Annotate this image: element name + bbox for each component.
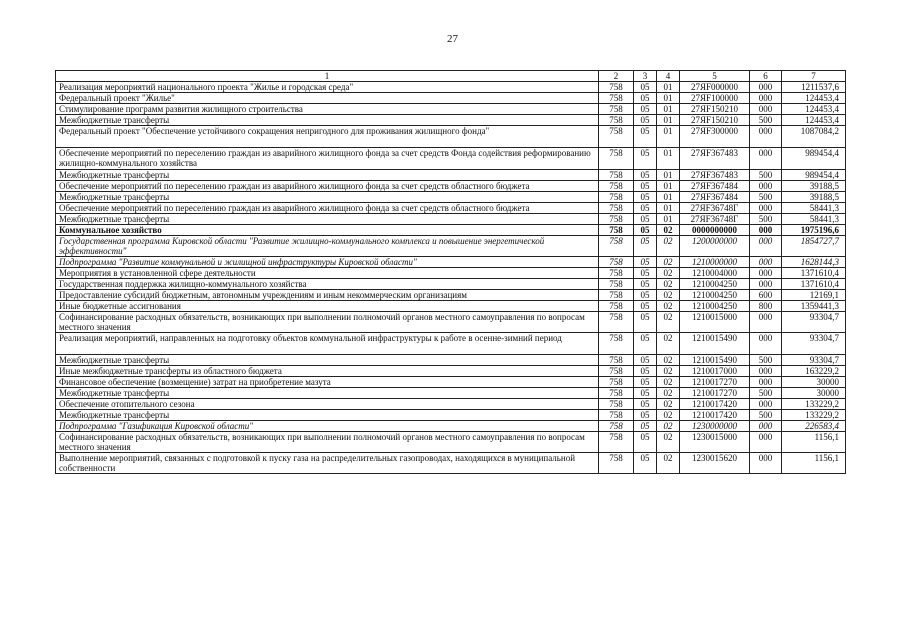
row-kind-cell: 000 [750, 432, 782, 453]
row-amount-cell: 93304,7 [782, 333, 846, 355]
table-row [56, 192, 846, 203]
row-code-cell: 758 [599, 421, 634, 432]
row-section-cell: 05 [634, 93, 657, 104]
row-kind-cell: 000 [750, 93, 782, 104]
row-code-cell: 758 [599, 82, 634, 93]
row-code-cell: 758 [599, 355, 634, 366]
row-subsection-cell: 02 [657, 312, 680, 333]
row-subsection-cell: 01 [657, 115, 680, 126]
row-code-cell: 758 [599, 170, 634, 181]
row-subsection-cell: 01 [657, 126, 680, 148]
row-kind-cell: 000 [750, 104, 782, 115]
row-name-cell: Государственная поддержка жилищно-коммунального хозяйства [56, 279, 599, 290]
row-target-cell: 27ЯF367484 [680, 192, 750, 203]
row-kind-cell: 500 [750, 388, 782, 399]
table-row [56, 399, 846, 410]
row-name-cell: Предоставление субсидий бюджетным, автономным учреждениям и иным некоммерческим организациям [56, 290, 599, 301]
row-amount-cell: 1156,1 [782, 432, 846, 453]
row-subsection-cell: 01 [657, 82, 680, 93]
row-code-cell: 758 [599, 236, 634, 257]
row-subsection-cell: 02 [657, 301, 680, 312]
row-name-cell: Софинансирование расходных обязательств, возникающих при выполнении полномочий органов местного самоуправления по вопросам местного значения [56, 312, 599, 333]
row-amount-cell: 1156,1 [782, 453, 846, 474]
table-row [56, 203, 846, 214]
row-kind-cell: 000 [750, 333, 782, 355]
header-cell: 7 [782, 71, 846, 82]
row-amount-cell: 1371610,4 [782, 279, 846, 290]
row-target-cell: 1230015000 [680, 432, 750, 453]
row-subsection-cell: 01 [657, 148, 680, 170]
row-section-cell: 05 [634, 432, 657, 453]
row-target-cell: 27ЯF150210 [680, 115, 750, 126]
row-code-cell: 758 [599, 257, 634, 268]
row-kind-cell: 000 [750, 279, 782, 290]
row-name-cell: Стимулирование программ развития жилищного строительства [56, 104, 599, 115]
row-subsection-cell: 02 [657, 333, 680, 355]
table-row [56, 126, 846, 148]
table-row [56, 279, 846, 290]
header-row [56, 71, 846, 82]
row-kind-cell: 500 [750, 170, 782, 181]
row-target-cell: 27ЯF100000 [680, 93, 750, 104]
row-amount-cell: 163229,2 [782, 366, 846, 377]
row-amount-cell: 1211537,6 [782, 82, 846, 93]
row-code-cell: 758 [599, 181, 634, 192]
row-amount-cell: 133229,2 [782, 410, 846, 421]
row-code-cell: 758 [599, 301, 634, 312]
row-subsection-cell: 01 [657, 93, 680, 104]
row-name-cell: Обеспечение мероприятий по переселению граждан из аварийного жилищного фонда за счет средств Фонда содействия реформированию жилищно-коммунального хозяйства [56, 148, 599, 170]
row-amount-cell: 124453,4 [782, 93, 846, 104]
row-kind-cell: 000 [750, 257, 782, 268]
row-subsection-cell: 02 [657, 355, 680, 366]
row-section-cell: 05 [634, 333, 657, 355]
table-row [56, 115, 846, 126]
table-row [56, 432, 846, 453]
row-name-cell: Межбюджетные трансферты [56, 170, 599, 181]
row-section-cell: 05 [634, 312, 657, 333]
row-amount-cell: 93304,7 [782, 355, 846, 366]
table-row [56, 453, 846, 474]
row-subsection-cell: 02 [657, 279, 680, 290]
row-amount-cell: 30000 [782, 377, 846, 388]
row-subsection-cell: 02 [657, 453, 680, 474]
row-subsection-cell: 02 [657, 257, 680, 268]
row-section-cell: 05 [634, 203, 657, 214]
row-section-cell: 05 [634, 82, 657, 93]
table-row [56, 333, 846, 355]
row-section-cell: 05 [634, 301, 657, 312]
row-code-cell: 758 [599, 104, 634, 115]
row-subsection-cell: 02 [657, 432, 680, 453]
row-target-cell: 1210004250 [680, 301, 750, 312]
header-cell: 5 [680, 71, 750, 82]
table-row [56, 181, 846, 192]
row-name-cell: Подпрограмма "Газификация Кировской области" [56, 421, 599, 432]
table-row [56, 170, 846, 181]
row-target-cell: 1230000000 [680, 421, 750, 432]
budget-table [55, 70, 846, 474]
row-kind-cell: 500 [750, 214, 782, 225]
row-subsection-cell: 02 [657, 225, 680, 236]
row-target-cell: 0000000000 [680, 225, 750, 236]
row-code-cell: 758 [599, 366, 634, 377]
row-amount-cell: 58441,3 [782, 214, 846, 225]
row-subsection-cell: 02 [657, 410, 680, 421]
row-kind-cell: 500 [750, 410, 782, 421]
row-code-cell: 758 [599, 432, 634, 453]
row-kind-cell: 000 [750, 366, 782, 377]
row-kind-cell: 000 [750, 312, 782, 333]
row-target-cell: 1210004250 [680, 279, 750, 290]
row-subsection-cell: 01 [657, 192, 680, 203]
row-subsection-cell: 01 [657, 203, 680, 214]
row-name-cell: Реализация мероприятий национального проекта "Жилье и городская среда" [56, 82, 599, 93]
row-subsection-cell: 02 [657, 366, 680, 377]
row-target-cell: 27ЯF367484 [680, 181, 750, 192]
row-name-cell: Мероприятия в установленной сфере деятельности [56, 268, 599, 279]
row-subsection-cell: 01 [657, 214, 680, 225]
row-name-cell: Обеспечение мероприятий по переселению граждан из аварийного жилищного фонда за счет средств областного бюджета [56, 203, 599, 214]
table-row [56, 268, 846, 279]
table-row [56, 82, 846, 93]
row-target-cell: 1200000000 [680, 236, 750, 257]
table-row [56, 290, 846, 301]
row-subsection-cell: 01 [657, 181, 680, 192]
row-code-cell: 758 [599, 126, 634, 148]
row-name-cell: Федеральный проект "Обеспечение устойчивого сокращения непригодного для проживания жилищного фонда" [56, 126, 599, 148]
table-row [56, 301, 846, 312]
row-section-cell: 05 [634, 126, 657, 148]
row-section-cell: 05 [634, 192, 657, 203]
row-code-cell: 758 [599, 312, 634, 333]
row-target-cell: 1210015000 [680, 312, 750, 333]
row-target-cell: 27ЯF367483 [680, 170, 750, 181]
row-target-cell: 1210017270 [680, 377, 750, 388]
row-section-cell: 05 [634, 421, 657, 432]
row-subsection-cell: 02 [657, 377, 680, 388]
table-row [56, 148, 846, 170]
row-amount-cell: 30000 [782, 388, 846, 399]
row-amount-cell: 1975196,6 [782, 225, 846, 236]
row-kind-cell: 000 [750, 203, 782, 214]
row-section-cell: 05 [634, 410, 657, 421]
row-code-cell: 758 [599, 399, 634, 410]
row-amount-cell: 1854727,7 [782, 236, 846, 257]
row-subsection-cell: 02 [657, 236, 680, 257]
row-subsection-cell: 02 [657, 268, 680, 279]
row-section-cell: 05 [634, 453, 657, 474]
table-row [56, 388, 846, 399]
row-subsection-cell: 02 [657, 388, 680, 399]
row-kind-cell: 000 [750, 399, 782, 410]
row-kind-cell: 000 [750, 421, 782, 432]
row-kind-cell: 500 [750, 355, 782, 366]
row-amount-cell: 226583,4 [782, 421, 846, 432]
row-code-cell: 758 [599, 268, 634, 279]
row-name-cell: Межбюджетные трансферты [56, 388, 599, 399]
row-target-cell: 1210000000 [680, 257, 750, 268]
row-code-cell: 758 [599, 203, 634, 214]
row-section-cell: 05 [634, 148, 657, 170]
row-name-cell: Финансовое обеспечение (возмещение) затрат на приобретение мазута [56, 377, 599, 388]
table-row [56, 93, 846, 104]
row-kind-cell: 000 [750, 126, 782, 148]
row-amount-cell: 93304,7 [782, 312, 846, 333]
row-kind-cell: 500 [750, 192, 782, 203]
row-amount-cell: 989454,4 [782, 170, 846, 181]
row-amount-cell: 1087084,2 [782, 126, 846, 148]
table-row [56, 214, 846, 225]
row-section-cell: 05 [634, 104, 657, 115]
row-name-cell: Реализация мероприятий, направленных на подготовку объектов коммунальной инфраструктуры к работе в осенне-зимний период [56, 333, 599, 355]
row-code-cell: 758 [599, 93, 634, 104]
table-row [56, 236, 846, 257]
row-code-cell: 758 [599, 290, 634, 301]
row-subsection-cell: 02 [657, 290, 680, 301]
row-kind-cell: 600 [750, 290, 782, 301]
row-code-cell: 758 [599, 225, 634, 236]
row-code-cell: 758 [599, 115, 634, 126]
row-code-cell: 758 [599, 377, 634, 388]
row-section-cell: 05 [634, 214, 657, 225]
row-section-cell: 05 [634, 236, 657, 257]
row-name-cell: Межбюджетные трансферты [56, 115, 599, 126]
table-row [56, 410, 846, 421]
row-section-cell: 05 [634, 377, 657, 388]
row-section-cell: 05 [634, 257, 657, 268]
row-section-cell: 05 [634, 279, 657, 290]
row-code-cell: 758 [599, 388, 634, 399]
row-name-cell: Софинансирование расходных обязательств, возникающих при выполнении полномочий органов местного самоуправления по вопросам местного значения [56, 432, 599, 453]
row-name-cell: Иные межбюджетные трансферты из областного бюджета [56, 366, 599, 377]
row-section-cell: 05 [634, 355, 657, 366]
row-subsection-cell: 02 [657, 421, 680, 432]
row-amount-cell: 58441,3 [782, 203, 846, 214]
row-code-cell: 758 [599, 192, 634, 203]
row-kind-cell: 000 [750, 377, 782, 388]
header-cell: 6 [750, 71, 782, 82]
row-code-cell: 758 [599, 148, 634, 170]
table-row [56, 355, 846, 366]
table-row [56, 421, 846, 432]
row-name-cell: Обеспечение мероприятий по переселению граждан из аварийного жилищного фонда за счет средств областного бюджета [56, 181, 599, 192]
row-section-cell: 05 [634, 399, 657, 410]
row-code-cell: 758 [599, 453, 634, 474]
row-name-cell: Обеспечение отопительного сезона [56, 399, 599, 410]
page-number: 27 [447, 33, 458, 45]
row-kind-cell: 000 [750, 82, 782, 93]
row-kind-cell: 500 [750, 115, 782, 126]
row-name-cell: Межбюджетные трансферты [56, 192, 599, 203]
row-target-cell: 1210017000 [680, 366, 750, 377]
table-row [56, 312, 846, 333]
row-amount-cell: 39188,5 [782, 192, 846, 203]
row-section-cell: 05 [634, 290, 657, 301]
row-name-cell: Федеральный проект "Жилье" [56, 93, 599, 104]
row-name-cell: Межбюджетные трансферты [56, 355, 599, 366]
row-target-cell: 1210015490 [680, 355, 750, 366]
row-target-cell: 27ЯF150210 [680, 104, 750, 115]
row-section-cell: 05 [634, 170, 657, 181]
header-cell: 3 [634, 71, 657, 82]
row-name-cell: Подпрограмма "Развитие коммунальной и жилищной инфраструктуры Кировской области" [56, 257, 599, 268]
row-amount-cell: 12169,1 [782, 290, 846, 301]
row-name-cell: Государственная программа Кировской области "Развитие жилищно-коммунального комплекса и повышение энергетической эффективности" [56, 236, 599, 257]
table-row [56, 257, 846, 268]
row-target-cell: 1210004250 [680, 290, 750, 301]
row-kind-cell: 000 [750, 268, 782, 279]
row-code-cell: 758 [599, 410, 634, 421]
header-cell: 1 [56, 71, 599, 82]
row-target-cell: 1210004000 [680, 268, 750, 279]
row-subsection-cell: 01 [657, 170, 680, 181]
row-amount-cell: 989454,4 [782, 148, 846, 170]
row-amount-cell: 1359441,3 [782, 301, 846, 312]
row-target-cell: 1230015620 [680, 453, 750, 474]
row-name-cell: Межбюджетные трансферты [56, 410, 599, 421]
row-name-cell: Коммунальное хозяйство [56, 225, 599, 236]
table-row [56, 225, 846, 236]
row-section-cell: 05 [634, 225, 657, 236]
table-row [56, 366, 846, 377]
row-kind-cell: 000 [750, 181, 782, 192]
row-name-cell: Межбюджетные трансферты [56, 214, 599, 225]
row-subsection-cell: 02 [657, 399, 680, 410]
row-amount-cell: 124453,4 [782, 104, 846, 115]
row-section-cell: 05 [634, 181, 657, 192]
row-code-cell: 758 [599, 279, 634, 290]
row-kind-cell: 000 [750, 148, 782, 170]
header-cell: 4 [657, 71, 680, 82]
row-amount-cell: 124453,4 [782, 115, 846, 126]
row-target-cell: 27ЯF300000 [680, 126, 750, 148]
row-code-cell: 758 [599, 214, 634, 225]
row-kind-cell: 000 [750, 225, 782, 236]
row-target-cell: 27ЯF36748Г [680, 214, 750, 225]
row-amount-cell: 133229,2 [782, 399, 846, 410]
row-amount-cell: 1371610,4 [782, 268, 846, 279]
row-target-cell: 27ЯF367483 [680, 148, 750, 170]
row-amount-cell: 1628144,3 [782, 257, 846, 268]
header-cell: 2 [599, 71, 634, 82]
row-section-cell: 05 [634, 115, 657, 126]
table-row [56, 104, 846, 115]
row-section-cell: 05 [634, 366, 657, 377]
row-target-cell: 1210015490 [680, 333, 750, 355]
row-name-cell: Иные бюджетные ассигнования [56, 301, 599, 312]
row-target-cell: 1210017270 [680, 388, 750, 399]
row-code-cell: 758 [599, 333, 634, 355]
row-target-cell: 1210017420 [680, 399, 750, 410]
row-kind-cell: 800 [750, 301, 782, 312]
row-name-cell: Выполнение мероприятий, связанных с подготовкой к пуску газа на распределительных газопроводах, находящихся в муниципальной собственности [56, 453, 599, 474]
row-target-cell: 1210017420 [680, 410, 750, 421]
row-kind-cell: 000 [750, 236, 782, 257]
row-section-cell: 05 [634, 388, 657, 399]
row-amount-cell: 39188,5 [782, 181, 846, 192]
row-kind-cell: 000 [750, 453, 782, 474]
table-row [56, 377, 846, 388]
row-subsection-cell: 01 [657, 104, 680, 115]
row-target-cell: 27ЯF36748Г [680, 203, 750, 214]
row-section-cell: 05 [634, 268, 657, 279]
row-target-cell: 27ЯF000000 [680, 82, 750, 93]
